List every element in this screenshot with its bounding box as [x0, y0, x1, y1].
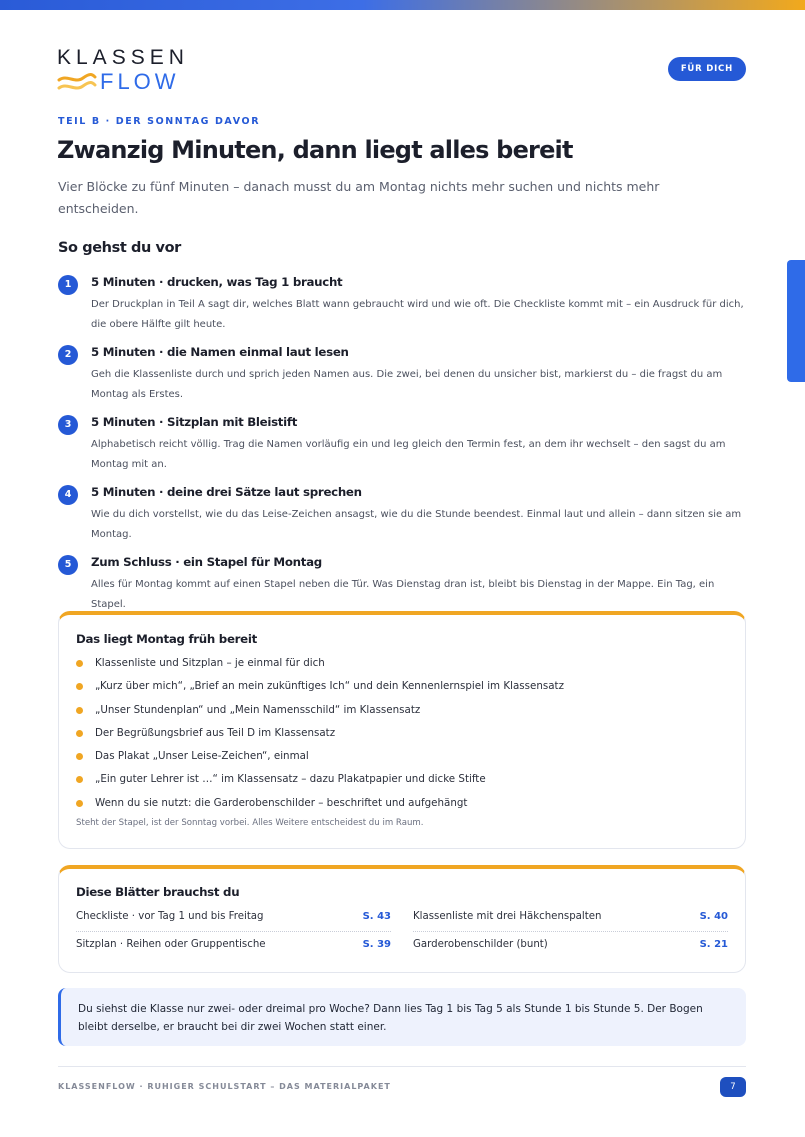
sheet-label: Garderobenschilder (bunt) — [413, 939, 548, 950]
step-text: Der Druckplan in Teil A sagt dir, welches Blatt wann gebraucht wird und wie oft. Die Checkliste kommt mit – ein Ausdruck für dich, die obere Hälfte gilt heute. — [91, 299, 744, 330]
footer-divider — [58, 1066, 746, 1067]
step-text: Alphabetisch reicht völlig. Trag die Namen vorläufig ein und leg gleich den Termin fest, an dem ihr wechselt – den sagst du am Montag mit an. — [91, 439, 726, 470]
sheet-label: Klassenliste mit drei Häkchenspalten — [413, 911, 602, 922]
list-item-text: Das Plakat „Unser Leise-Zeichen“, einmal — [95, 750, 309, 763]
list-item — [76, 652, 728, 675]
steps-heading: So gehst du vor — [58, 240, 181, 256]
step-number-badge: 5 — [58, 555, 78, 575]
sheet-page-ref: S. 43 — [362, 911, 391, 922]
step-number-badge: 4 — [58, 485, 78, 505]
sheet-page-ref: S. 39 — [362, 939, 391, 950]
bullet-dot-icon — [76, 707, 83, 714]
sheets-grid — [76, 904, 728, 960]
step-number-badge: 1 — [58, 275, 78, 295]
list-item — [76, 745, 728, 768]
page-number: 7 — [720, 1077, 746, 1097]
sheets-column-right — [413, 904, 728, 960]
list-item — [76, 792, 728, 815]
list-item-text: „Ein guter Lehrer ist …“ im Klassensatz – dazu Plakatpapier und dicke Stifte — [95, 773, 486, 786]
tip-callout: Du siehst die Klasse nur zwei- oder dreimal pro Woche? Dann lies Tag 1 bis Tag 5 als Stunde 1 bis Stunde 5. Der Bogen bleibt derselbe, er braucht bei dir zwei Wochen statt einer. — [58, 988, 746, 1046]
step-text: Geh die Klassenliste durch und sprich jeden Namen aus. Die zwei, bei denen du unsicher bist, markierst du – die fragst du am Montag als Erstes. — [91, 369, 723, 400]
bullet-dot-icon — [76, 800, 83, 807]
sheet-label: Checkliste · vor Tag 1 und bis Freitag — [76, 911, 264, 922]
list-item — [76, 768, 728, 791]
list-item — [76, 699, 728, 722]
steps-list — [58, 274, 748, 624]
list-item-text: „Unser Stundenplan“ und „Mein Namensschild“ im Klassensatz — [95, 703, 421, 716]
step-title: 5 Minuten · deine drei Sätze laut sprechen — [91, 485, 362, 499]
list-item-text: Wenn du sie nutzt: die Garderobenschilder – beschriftet und aufgehängt — [95, 796, 468, 809]
klassenflow-logo — [57, 47, 197, 97]
sheet-label: Sitzplan · Reihen oder Gruppentische — [76, 939, 266, 950]
step-number-badge: 2 — [58, 345, 78, 365]
top-accent-bar — [0, 0, 805, 10]
sheets-card — [58, 865, 746, 973]
ready-card-title: Das liegt Montag früh bereit — [76, 632, 257, 646]
sheets-column-left — [76, 904, 391, 960]
sheet-row — [413, 904, 728, 932]
step-item — [58, 484, 748, 554]
list-item-text: Klassenliste und Sitzplan – je einmal für dich — [95, 657, 325, 669]
list-item — [76, 722, 728, 745]
step-title: 5 Minuten · die Namen einmal laut lesen — [91, 345, 349, 359]
list-item-text: „Kurz über mich“, „Brief an mein zukünftiges Ich“ und dein Kennenlernspiel im Klassensatz — [95, 680, 564, 693]
footer-text: KLASSENFLOW · RUHIGER SCHULSTART – DAS MATERIALPAKET — [58, 1082, 391, 1091]
step-item — [58, 344, 748, 414]
logo-wordmark-top: KLASSEN — [57, 46, 189, 69]
sheet-row — [76, 932, 391, 960]
side-tab-marker — [787, 260, 805, 382]
sheet-page-ref: S. 21 — [699, 939, 728, 950]
step-title: Zum Schluss · ein Stapel für Montag — [91, 555, 322, 569]
lead-paragraph: Vier Blöcke zu fünf Minuten – danach musst du am Montag nichts mehr suchen und nichts mehr entscheiden. — [58, 179, 660, 216]
ready-card-note: Steht der Stapel, ist der Sonntag vorbei. Alles Weitere entscheidest du im Raum. — [76, 818, 424, 829]
ready-list — [76, 652, 728, 815]
sheets-card-title: Diese Blätter brauchst du — [76, 885, 240, 899]
step-item — [58, 414, 748, 484]
wave-icon — [57, 72, 97, 94]
bullet-dot-icon — [76, 683, 83, 690]
sheet-page-ref: S. 40 — [699, 911, 728, 922]
ready-card — [58, 611, 746, 849]
step-text: Alles für Montag kommt auf einen Stapel neben die Tür. Was Dienstag dran ist, bleibt bis Dienstag in der Mappe. Ein Tag, ein Stapel. — [91, 579, 715, 610]
bullet-dot-icon — [76, 776, 83, 783]
logo-wordmark-bottom-row — [57, 70, 197, 96]
step-item — [58, 274, 748, 344]
page-title: Zwanzig Minuten, dann liegt alles bereit — [57, 136, 573, 164]
bullet-dot-icon — [76, 660, 83, 667]
step-title: 5 Minuten · Sitzplan mit Bleistift — [91, 415, 298, 429]
step-text: Wie du dich vorstellst, wie du das Leise-Zeichen ansagst, wie du die Stunde beendest. Einmal laut und allein – dann sitzen sie am Montag. — [91, 509, 742, 540]
section-eyebrow: TEIL B · DER SONNTAG DAVOR — [58, 116, 261, 127]
sheet-row — [413, 932, 728, 960]
logo-wordmark-flow: FLOW — [100, 69, 180, 94]
sheet-row — [76, 904, 391, 932]
list-item-text: Der Begrüßungsbrief aus Teil D im Klassensatz — [95, 726, 336, 739]
list-item — [76, 675, 728, 698]
audience-badge: FÜR DICH — [668, 57, 746, 81]
step-title: 5 Minuten · drucken, was Tag 1 braucht — [91, 275, 343, 289]
step-number-badge: 3 — [58, 415, 78, 435]
bullet-dot-icon — [76, 730, 83, 737]
bullet-dot-icon — [76, 753, 83, 760]
